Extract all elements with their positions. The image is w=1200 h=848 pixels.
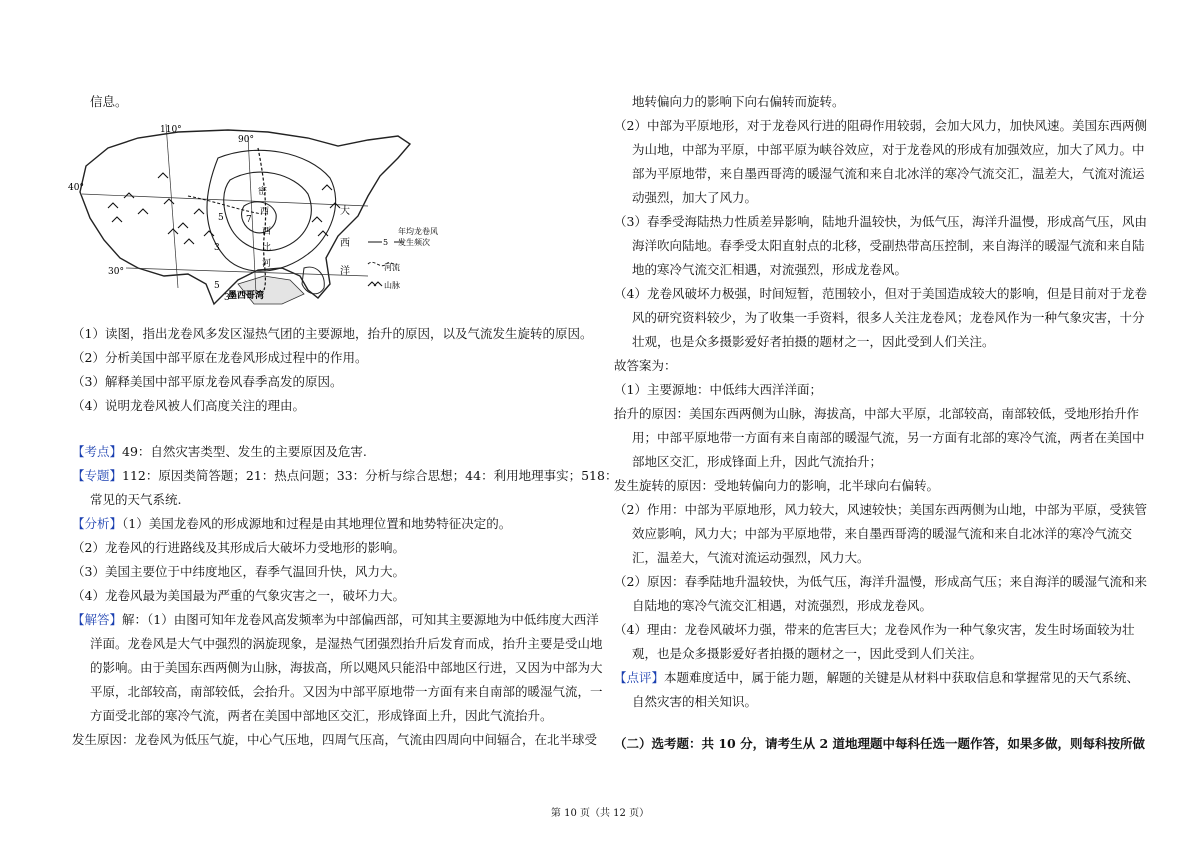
question-1: （1）读图，指出龙卷风多发区湿热气团的主要源地，抬升的原因，以及气流发生旋转的原因。	[72, 326, 593, 341]
section-heading: （二）选考题：共 10 分，请考生从 2 道地理题中每科任选一题作答，如果多做，则每科按所做	[614, 736, 1146, 751]
river-label: 西	[262, 227, 272, 237]
label-110: 110°	[160, 125, 182, 135]
jieda-text: 解：（1）由图可知年龙卷风高发频率为中部偏西部，可知其主要源地为中低纬度大西洋	[122, 612, 599, 627]
contour-label: 3	[214, 243, 220, 253]
label-30: 30°	[108, 267, 124, 277]
zhuanti-text-cont: 常见的天气系统.	[90, 492, 182, 507]
question-4: （4）说明龙卷风被人们高度关注的理由。	[72, 398, 305, 413]
answer-line: 地转偏向力的影响下向右偏转而旋转。	[632, 94, 845, 109]
kaodian-text: 49：自然灾害类型、发生的主要原因及危害.	[122, 444, 367, 459]
ocean-label: 西	[340, 238, 350, 249]
rotation-cause: 发生原因：龙卷风为低压气旋，中心气压地，四周气压高，气流由四周向中间辐合，在北半球受	[72, 732, 598, 747]
ocean-label: 大	[340, 206, 350, 217]
kaodian-tag: 【考点】	[72, 444, 123, 459]
answer-line: 为山地，中部为平原，中部平原为峡谷效应，对于龙卷风的形成有加强效应，加大了风力。中	[632, 142, 1145, 157]
fenxi-line	[72, 516, 511, 532]
question-3: （3）解释美国中部平原龙卷风春季高发的原因。	[72, 374, 343, 389]
parallel-40	[82, 194, 368, 206]
dianping-cont: 自然灾害的相关知识。	[632, 694, 758, 709]
legend-mountain-text: 山脉	[384, 281, 400, 290]
page-footer: 第 10 页（共 12 页）	[550, 808, 650, 819]
answer-line: （4）龙卷风破坏力极强，时间短暂，范围较小，但对于美国造成较大的影响，但是目前对于龙卷	[614, 286, 1147, 301]
zhuanti-tag: 【专题】	[72, 468, 123, 483]
answer-line: （2）作用：中部为平原地形，风力较大，风速较快；美国东西两侧为山地，中部为平原，受狭管	[614, 502, 1147, 517]
river-label: 比	[262, 243, 272, 253]
gulf-label: 墨西哥湾	[228, 291, 265, 301]
intro-text: 信息。	[90, 94, 128, 109]
fenxi-item: （2）龙卷风的行进路线及其形成后大破坏力受地形的影响。	[72, 540, 405, 555]
dianping-tag: 【点评】	[614, 670, 665, 685]
kaodian-line	[72, 444, 367, 460]
jieda-cont: 方面受北部的寒冷气流，两者在美国中部地区交汇，形成锋面上升，因此气流抬升。	[90, 708, 553, 723]
legend-contour-value: 5	[383, 238, 389, 247]
label-40: 40°	[68, 183, 84, 193]
jieda-cont: 洋面。龙卷风是大气中强烈的涡旋现象，是湿热气团强烈抬升后发育而成，抬升主要是受山地	[90, 636, 603, 651]
fenxi-text: （1）美国龙卷风的形成源地和过程是由其地理位置和地势特征决定的。	[122, 516, 512, 531]
us-outline	[80, 130, 410, 304]
contour-label: 5	[218, 213, 224, 223]
river-label: 西	[260, 207, 270, 217]
tornado-map-figure	[68, 118, 448, 314]
legend-contour-text: 发生频次	[398, 238, 430, 247]
answer-line: 动强烈，加大了风力。	[632, 190, 758, 205]
answer-line: （2）中部为平原地形，对于龙卷风行进的阻碍作用较弱，会加大风力，加快风速。美国东西两侧	[614, 118, 1147, 133]
answer-line: 观，也是众多摄影爱好者拍摄的题材之一，因此受到人们关注。	[632, 646, 983, 661]
contour-east	[302, 267, 324, 294]
contour-label: 3	[224, 293, 230, 303]
fenxi-tag: 【分析】	[72, 516, 123, 531]
legend-river-text: 河流	[384, 263, 400, 272]
river-label: 河	[262, 259, 272, 269]
answer-line: 地的寒冷气流交汇相遇，对流强烈，形成龙卷风。	[632, 262, 908, 277]
zhuanti-text: 112：原因类简答题；21：热点问题；33：分析与综合思想；44：利用地理事实；518：	[122, 468, 618, 483]
ocean-label: 洋	[340, 266, 350, 277]
legend-mountain-symbol	[368, 282, 382, 286]
answer-line: （1）主要源地：中低纬大西洋洋面；	[614, 382, 822, 397]
answer-line: 风的研究资料较少，为了收集一手资料，很多人关注龙卷风；龙卷风作为一种气象灾害，十分	[632, 310, 1145, 325]
contour-outer	[207, 150, 336, 271]
dianping-text: 本题难度适中，属于能力题，解题的关键是从材料中获取信息和掌握常见的天气系统、	[664, 670, 1140, 685]
answer-line: 故答案为：	[614, 358, 677, 373]
western-mountains	[108, 173, 214, 244]
answer-line: 发生旋转的原因：受地转偏向力的影响，北半球向右偏转。	[614, 478, 940, 493]
answer-line: 海洋吹向陆地。春季受太阳直射点的北移，受副热带高压控制，来自海洋的暖湿气流和来自陆	[632, 238, 1145, 253]
answer-line: 部为平原地带，来自墨西哥湾的暖湿气流和来自北冰洋的寒冷气流交汇，温差大，气流对流运	[632, 166, 1145, 181]
question-2: （2）分析美国中部平原在龙卷风形成过程中的作用。	[72, 350, 368, 365]
dianping-line	[614, 670, 1139, 686]
answer-line: 用；中部平原地带一方面有来自南部的暖湿气流，另一方面有北部的寒冷气流，两者在美国中	[632, 430, 1145, 445]
answer-line: 效应影响，风力大；中部为平原地带，来自墨西哥湾的暖湿气流和来自北冰洋的寒冷气流交	[632, 526, 1133, 541]
river-label: 密	[258, 187, 268, 197]
answer-line: 壮观，也是众多摄影爱好者拍摄的题材之一，因此受到人们关注。	[632, 334, 995, 349]
answer-line: 汇，温差大，气流对流运动强烈，风力大。	[632, 550, 870, 565]
contour-label: 5	[214, 281, 220, 291]
label-90: 90°	[238, 135, 254, 145]
answer-line: 抬升的原因：美国东西两侧为山脉，海拔高，中部大平原，北部较高，南部较低，受地形抬升作	[614, 406, 1140, 421]
answer-line: （4）理由：龙卷风破坏力强，带来的危害巨大；龙卷风作为一种气象灾害，发生时场面较为壮	[614, 622, 1135, 637]
jieda-line	[72, 612, 599, 628]
answer-line: 自陆地的寒冷气流交汇相遇，对流强烈，形成龙卷风。	[632, 598, 933, 613]
legend-contour-text: 年均龙卷风	[398, 227, 438, 236]
eastern-mountains	[312, 185, 340, 236]
contour-label: 7	[246, 215, 252, 225]
jieda-cont: 的影响。由于美国东西两侧为山脉，海拔高，所以飓风只能沿中部地区行进，又因为中部为大	[90, 660, 603, 675]
meridian-110	[166, 124, 178, 288]
jieda-cont: 平原，北部较高，南部较低，会抬升。又因为中部平原地带一方面有来自南部的暖湿气流，一	[90, 684, 603, 699]
answer-line: 部地区交汇，形成锋面上升，因此气流抬升；	[632, 454, 883, 469]
fenxi-item: （4）龙卷风最为美国最为严重的气象灾害之一，破坏力大。	[72, 588, 405, 603]
answer-line: （3）春季受海陆热力性质差异影响，陆地升温较快，为低气压，海洋升温慢，形成高气压，风由	[614, 214, 1147, 229]
zhuanti-line	[72, 468, 617, 484]
answer-line: （2）原因：春季陆地升温较快，为低气压，海洋升温慢，形成高气压；来自海洋的暖湿气流和来	[614, 574, 1147, 589]
fenxi-item: （3）美国主要位于中纬度地区，春季气温回升快，风力大。	[72, 564, 405, 579]
jieda-tag: 【解答】	[72, 612, 123, 627]
